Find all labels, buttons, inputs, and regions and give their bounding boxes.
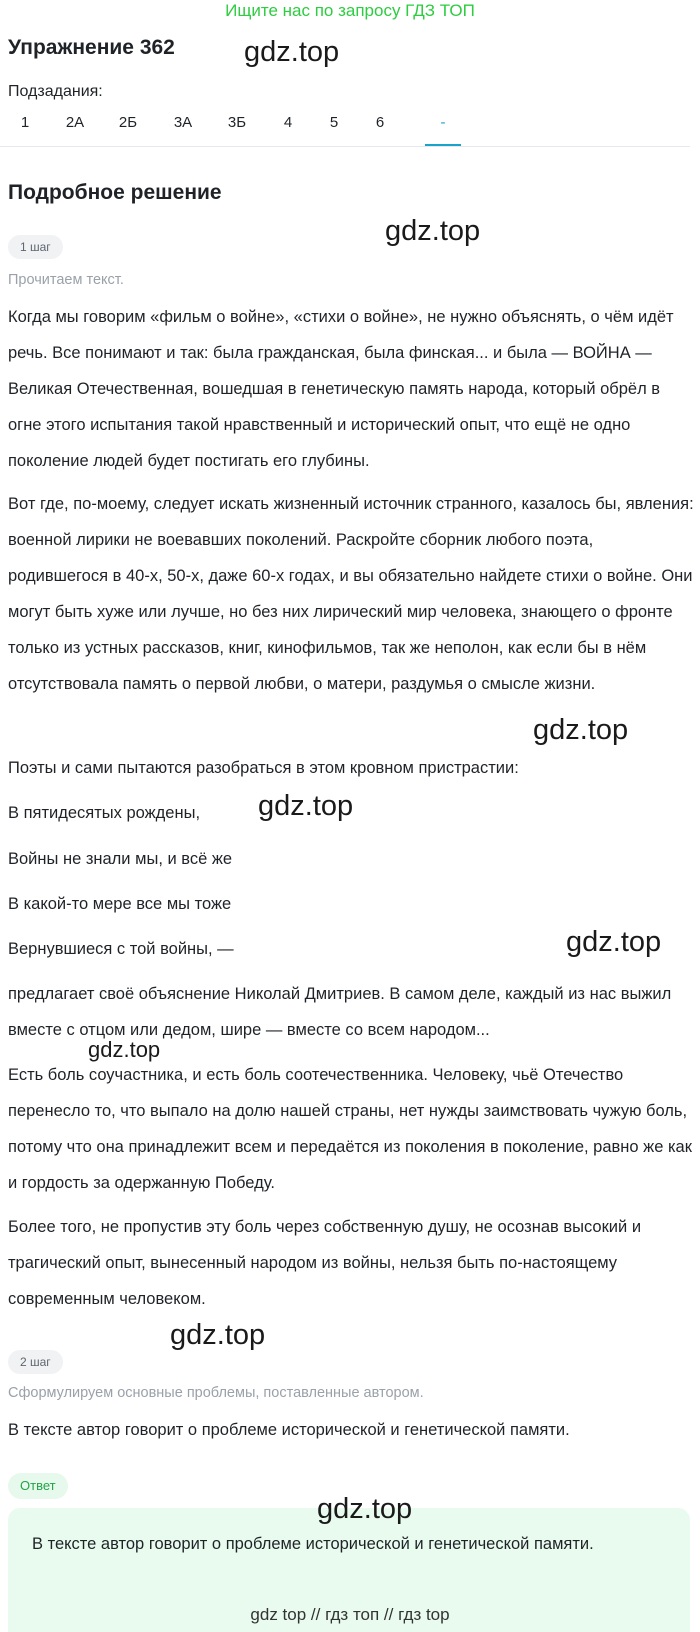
- tab-4[interactable]: 4: [283, 114, 293, 131]
- watermark: gdz.top: [244, 36, 340, 68]
- step-badge: 2 шаг: [8, 1350, 63, 1374]
- search-banner: Ищите нас по запросу ГДЗ ТОП: [225, 1, 475, 20]
- poem-line: Войны не знали мы, и всё же: [8, 850, 233, 868]
- watermark: gdz.top: [170, 1319, 266, 1351]
- paragraph: В тексте автор говорит о проблеме исторической и генетической памяти.: [8, 1421, 570, 1439]
- answer-text: В тексте автор говорит о проблеме исторической и генетической памяти.: [32, 1535, 594, 1553]
- poem-line: В какой-то мере все мы тоже: [8, 895, 232, 913]
- tab-dash[interactable]: -: [440, 114, 446, 131]
- tab-2a[interactable]: 2А: [65, 114, 85, 131]
- tab-5[interactable]: 5: [329, 114, 339, 131]
- active-tab-underline: [425, 144, 461, 146]
- paragraph: Когда мы говорим «фильм о войне», «стихи о войне», не нужно объяснять, о чём идёт речь. Все понимают и так: была гражданская, была финская... и была — ВОЙНА — Великая Отечественная, вошедшая в генетическую память народа, который обрёл в огне этого испытания такой нравственный и исторический опыт, что ещё не одно поколение людей будет постигать его глубины.: [8, 308, 674, 470]
- watermark: gdz.top: [566, 926, 662, 958]
- paragraph: Вот где, по-моему, следует искать жизненный источник странного, казалось бы, явления: военной лирики не воевавших поколений. Раскройте сборник любого поэта, родившегося в 40-х, 50-х, даже 60-х годах, и вы обязательно найдете стихи о войне. Они могут быть хуже или лучше, но без них лирический мир человека, знающего о фронте только из устных рассказов, книг, кинофильмов, так же неполон, как если бы в нём отсутствовала память о первой любви, о матери, раздумья о смысле жизни.: [8, 495, 694, 693]
- tab-6[interactable]: 6: [375, 114, 385, 131]
- subtask-tabs: [0, 108, 690, 147]
- footer-watermark: gdz top // гдз топ // гдз top: [250, 1605, 450, 1624]
- paragraph: Есть боль соучастника, и есть боль соотечественника. Человеку, чьё Отечество перенесло то, что выпало на долю нашей страны, нет нужды заимствовать чужую боль, потому что она принадлежит всем и передаётся из поколения в поколение, равно же как и гордость за одержанную Победу.: [8, 1066, 692, 1192]
- poem-line: В пятидесятых рождены,: [8, 804, 201, 822]
- step-hint: Прочитаем текст.: [8, 272, 124, 288]
- watermark: gdz.top: [88, 1037, 161, 1062]
- tab-1[interactable]: 1: [20, 114, 30, 131]
- tab-3a[interactable]: 3А: [173, 114, 193, 131]
- paragraph: Поэты и сами пытаются разобраться в этом кровном пристрастии:: [8, 759, 519, 777]
- watermark: gdz.top: [317, 1493, 413, 1525]
- watermark: gdz.top: [385, 215, 481, 247]
- step-hint: Сформулируем основные проблемы, поставленные автором.: [8, 1385, 424, 1401]
- section-title: Подробное решение: [8, 181, 222, 204]
- page-title: Упражнение 362: [8, 36, 175, 59]
- poem-line: Вернувшиеся с той войны, —: [8, 940, 234, 958]
- subtasks-label: Подзадания:: [8, 83, 103, 100]
- watermark: gdz.top: [258, 790, 354, 822]
- paragraph: предлагает своё объяснение Николай Дмитриев. В самом деле, каждый из нас выжил вместе с отцом или дедом, шире — вместе со всем народом...: [8, 985, 672, 1039]
- tab-3b[interactable]: 3Б: [227, 114, 247, 131]
- answer-badge: Ответ: [8, 1473, 68, 1499]
- watermark: gdz.top: [533, 714, 629, 746]
- paragraph: Более того, не пропустив эту боль через собственную душу, не осознав высокий и трагический опыт, вынесенный народом из войны, нельзя быть по-настоящему современным человеком.: [8, 1218, 642, 1308]
- step-badge: 1 шаг: [8, 235, 63, 259]
- tab-2b[interactable]: 2Б: [118, 114, 138, 131]
